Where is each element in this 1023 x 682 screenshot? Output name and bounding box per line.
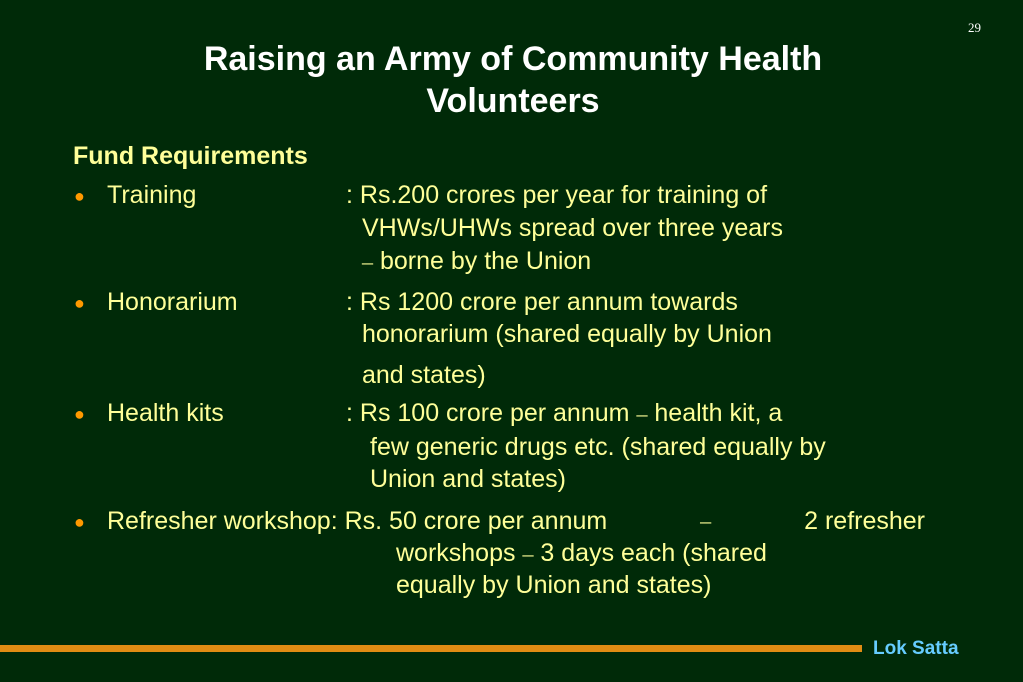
health-kits-line-3: Union and states) — [370, 465, 566, 493]
dash-glyph: – — [636, 401, 648, 426]
slide-title — [80, 38, 946, 122]
health-kits-line-1b: health kit, a — [654, 399, 783, 427]
item-label-health-kits: Health kits — [107, 399, 224, 427]
item-label-refresher: Refresher workshop: Rs. 50 crore per annum — [107, 507, 608, 535]
training-line-3 — [362, 246, 591, 277]
honorarium-line-3: and states) — [362, 361, 486, 389]
health-kits-line-1a: : Rs 100 crore per annum — [346, 399, 630, 427]
title-line-2: Volunteers — [426, 82, 600, 120]
bullet-icon: ● — [74, 404, 85, 424]
refresher-line-1 — [107, 506, 925, 536]
refresher-line-1b: 2 refresher — [804, 507, 925, 535]
training-line-1: : Rs.200 crores per year for training of — [346, 181, 768, 209]
honorarium-line-1: : Rs 1200 crore per annum towards — [346, 288, 738, 316]
dash-glyph: – — [700, 508, 712, 533]
fund-requirements-heading: Fund Requirements — [73, 142, 308, 170]
refresher-line-3: equally by Union and states) — [396, 571, 712, 599]
dash-glyph: – — [522, 541, 534, 566]
refresher-line-2b: 3 days each (shared — [540, 539, 767, 567]
footer-rule — [0, 645, 862, 652]
health-kits-line-1 — [346, 398, 782, 429]
title-line-1: Raising an Army of Community Health — [203, 40, 823, 78]
bullet-icon: ● — [74, 293, 85, 313]
dash-glyph: – — [362, 249, 373, 274]
bullet-icon: ● — [74, 512, 85, 532]
item-label-training: Training — [107, 181, 197, 209]
footer-brand: Lok Satta — [873, 638, 959, 659]
refresher-line-2a: workshops — [396, 539, 516, 567]
slide-number: 29 — [968, 20, 981, 35]
training-line-3-text: borne by the Union — [379, 247, 592, 275]
refresher-line-2 — [396, 538, 767, 569]
training-line-2: VHWs/UHWs spread over three years — [362, 214, 783, 242]
honorarium-line-2: honorarium (shared equally by Union — [362, 320, 772, 348]
health-kits-line-2: few generic drugs etc. (shared equally by — [370, 433, 826, 461]
item-label-honorarium: Honorarium — [107, 288, 238, 316]
bullet-icon: ● — [74, 186, 85, 206]
